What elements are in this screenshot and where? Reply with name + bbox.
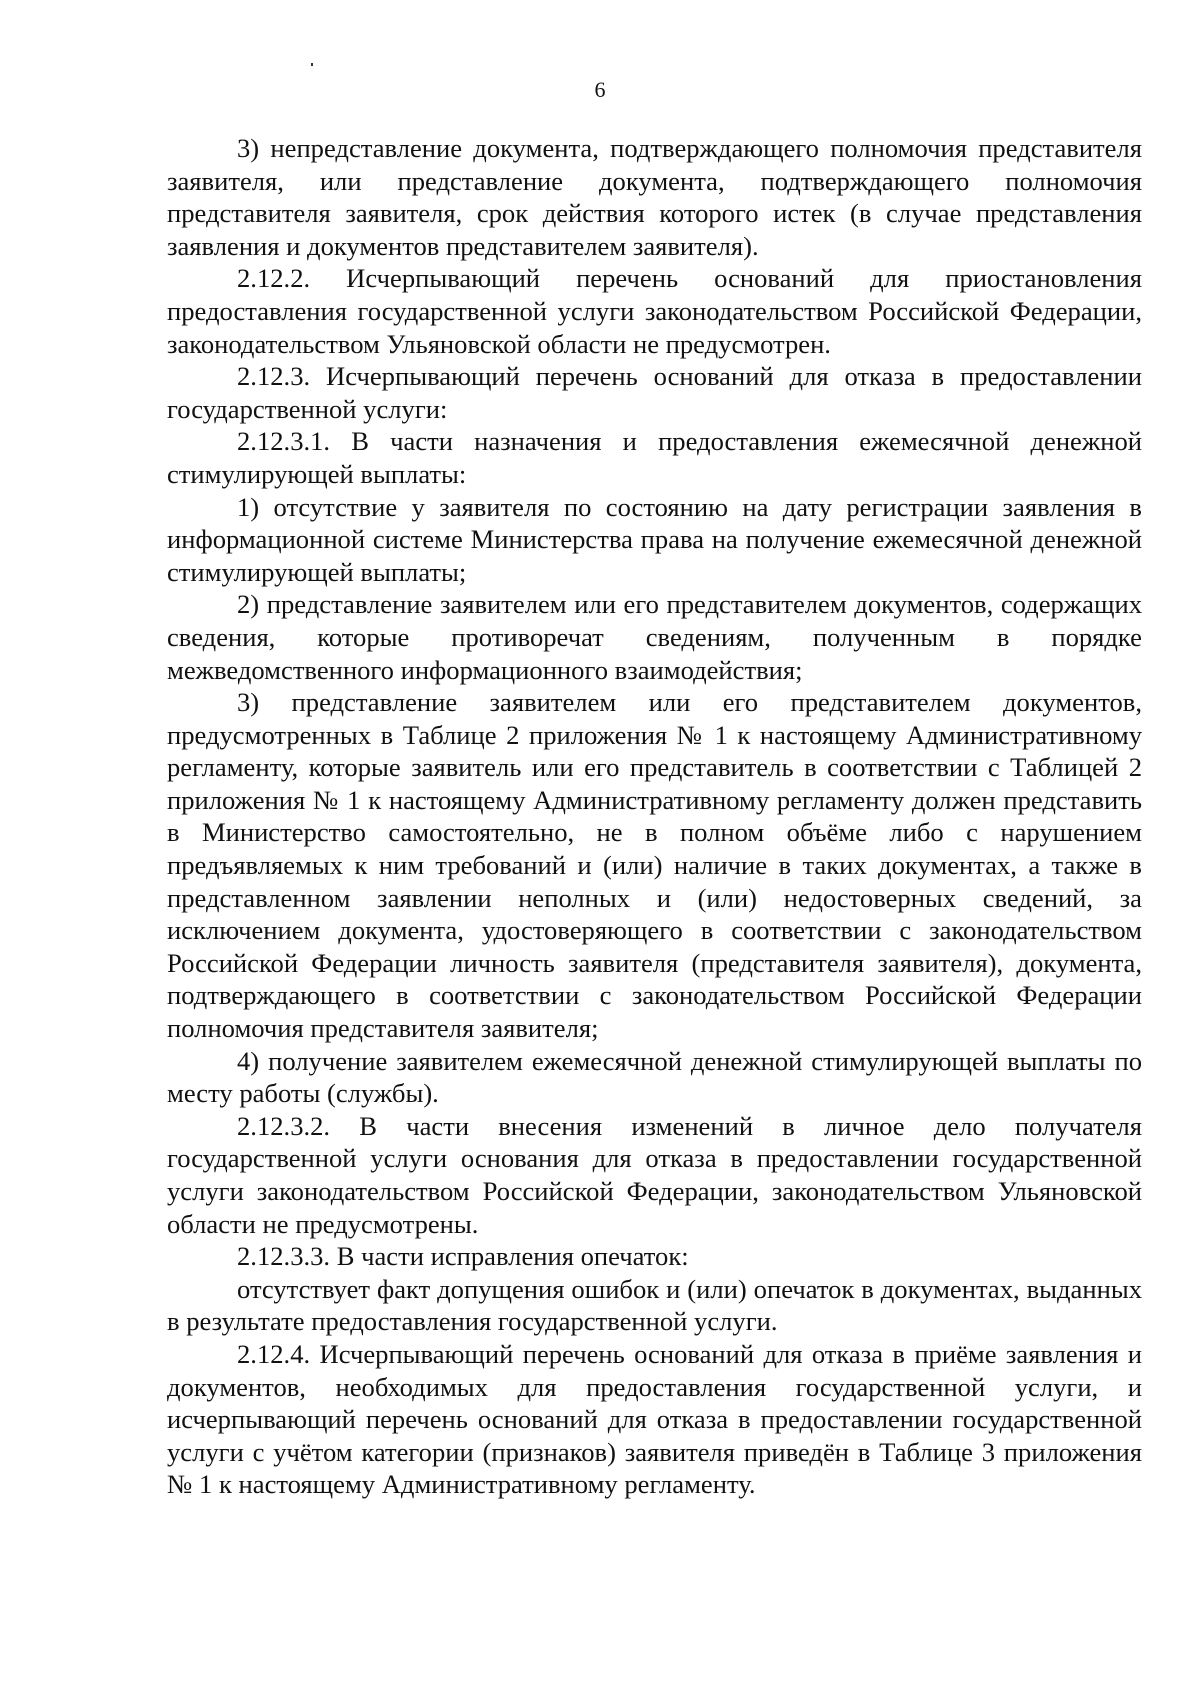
paragraph-item-3-representative-document: 3) непредставление документа, подтверждающего полномочия представителя заявителя, или представление документа, подтверждающего полномочия представителя заявителя, срок действия которого истек (в случае представления заявления и документов представителем заявителя). — [167, 133, 1142, 261]
paragraph-2-12-4: 2.12.4. Исчерпывающий перечень оснований для отказа в приёме заявления и документов, необходимых для предоставления государственной услуги, и исчерпывающий перечень оснований для отказа в предоставлении государственной услуги с учётом категории (признаков) заявителя приведён в Таблице 3 приложения № 1 к настоящему Административному регламенту. — [167, 1338, 1142, 1500]
page-number: 6 — [594, 77, 606, 102]
paragraph-2-12-2: 2.12.2. Исчерпывающий перечень оснований для приостановления предоставления государственной услуги законодательством Российской Федерации, законодательством Ульяновской области не предусмотрен. — [167, 263, 1142, 359]
paragraph-2-12-3: 2.12.3. Исчерпывающий перечень оснований для отказа в предоставлении государственной услуги: — [167, 361, 1142, 424]
body-text — [167, 132, 1142, 1501]
paragraph-2-12-3-3-text: отсутствует факт допущения ошибок и (или) опечаток в документах, выданных в результате предоставления государственной услуги. — [167, 1273, 1142, 1337]
paragraph-2-12-3-1: 2.12.3.1. В части назначения и предоставления ежемесячной денежной стимулирующей выплаты: — [167, 426, 1142, 489]
paragraph-2-12-3-1-item-1: 1) отсутствие у заявителя по состоянию на дату регистрации заявления в информационной системе Министерства права на получение ежемесячной денежной стимулирующей выплаты; — [167, 491, 1142, 587]
paragraph-2-12-3-3: 2.12.3.3. В части исправления опечаток: — [237, 1241, 689, 1272]
paragraph-2-12-3-1-item-4: 4) получение заявителем ежемесячной денежной стимулирующей выплаты по месту работы (службы). — [167, 1045, 1142, 1109]
paragraph-2-12-3-2: 2.12.3.2. В части внесения изменений в личное дело получателя государственной услуги основания для отказа в предоставлении государственной услуги законодательством Российской Федерации, законодательством Ульяновской области не предусмотрены. — [167, 1110, 1142, 1239]
paragraph-2-12-3-1-item-3: 3) представление заявителем или его представителем документов, предусмотренных в Таблице 2 приложения № 1 к настоящему Административному регламенту, которые заявитель или его представитель в соответствии с Таблицей 2 приложения № 1 к настоящему Административному регламенту должен представить в Министерство самостоятельно, не в полном объёме либо с нарушением предъявляемых к ним требований и (или) наличие в таких документах, а также в представленном заявлении неполных и (или) недостоверных сведений, за исключением документа, удостоверяющего в соответствии с законодательством Российской Федерации личность заявителя (представителя заявителя), документа, подтверждающего в соответствии с законодательством Российской Федерации полномочия представителя заявителя; — [167, 687, 1142, 1044]
scan-speck — [311, 63, 313, 66]
paragraph-2-12-3-1-item-2: 2) представление заявителем или его представителем документов, содержащих сведения, которые противоречат сведениям, полученным в порядке межведомственного информационного взаимодействия; — [167, 589, 1142, 685]
